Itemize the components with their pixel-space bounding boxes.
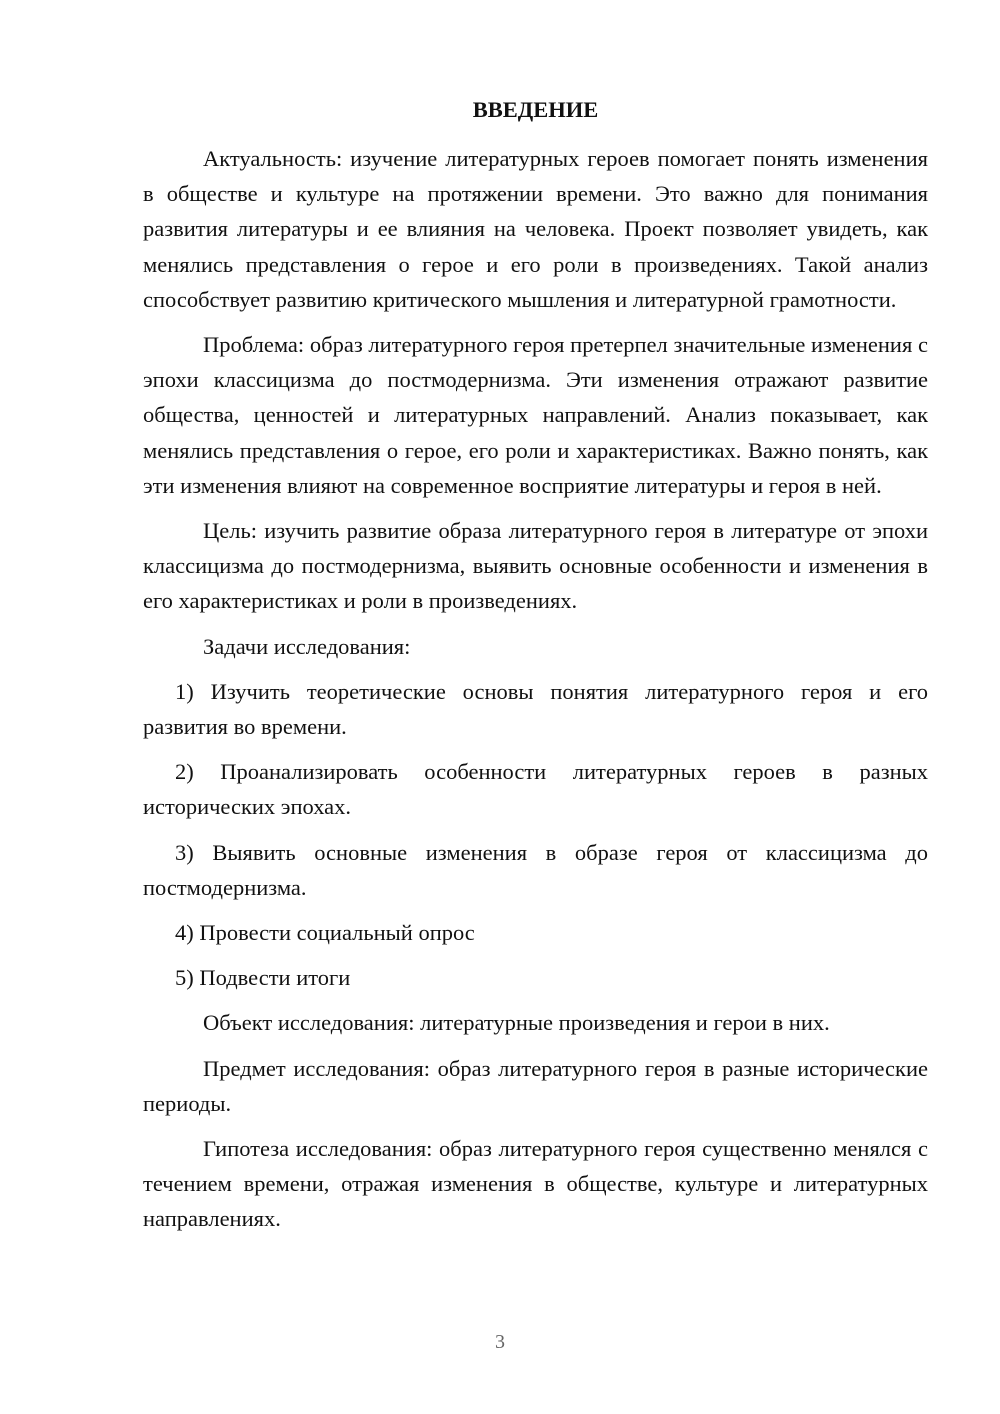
problem-paragraph: Проблема: образ литературного героя претерпел значительные изменения с эпохи классицизма до постмодернизма. Эти изменения отражают развитие общества, ценностей и литературных направлений. Анализ показывает, как менялись представления о герое, его роли и характеристиках. Важно понять, как эти изменения влияют на современное восприятие литературы и героя в ней. [143,332,928,498]
document-page [143,92,928,1247]
object-paragraph: Объект исследования: литературные произведения и герои в них. [203,1010,830,1036]
task-item-2: 2) Проанализировать особенности литературных героев в разных исторических эпохах. [143,759,928,820]
task-item-4: 4) Провести социальный опрос [175,920,475,946]
tasks-heading: Задачи исследования: [203,633,411,659]
task-item-3: 3) Выявить основные изменения в образе героя от классицизма до постмодернизма. [143,839,928,900]
page-number: 3 [495,1331,505,1353]
page-title: ВВЕДЕНИЕ [472,97,599,122]
goal-paragraph: Цель: изучить развитие образа литературного героя в литературе от эпохи классицизма до постмодернизма, выявить основные особенности и изменения в его характеристиках и роли в произведениях. [143,518,928,614]
task-item-1: 1) Изучить теоретические основы понятия литературного героя и его развития во времени. [143,678,928,740]
relevance-paragraph: Актуальность: изучение литературных героев помогает понять изменения в обществе и культуре на протяжении времени. Это важно для понимания развития литературы и ее влияния на человека. Проект позволяет увидеть, как менялись представления о герое и его роли в произведениях. Такой анализ способствует развитию критического мышления и литературной грамотности. [143,146,928,312]
subject-paragraph: Предмет исследования: образ литературного героя в разные исторические периоды. [143,1055,928,1116]
task-item-5: 5) Подвести итоги [175,965,351,991]
hypothesis-paragraph: Гипотеза исследования: образ литературного героя существенно менялся с течением времени, отражая изменения в обществе, культуре и литературных направлениях. [143,1136,928,1232]
